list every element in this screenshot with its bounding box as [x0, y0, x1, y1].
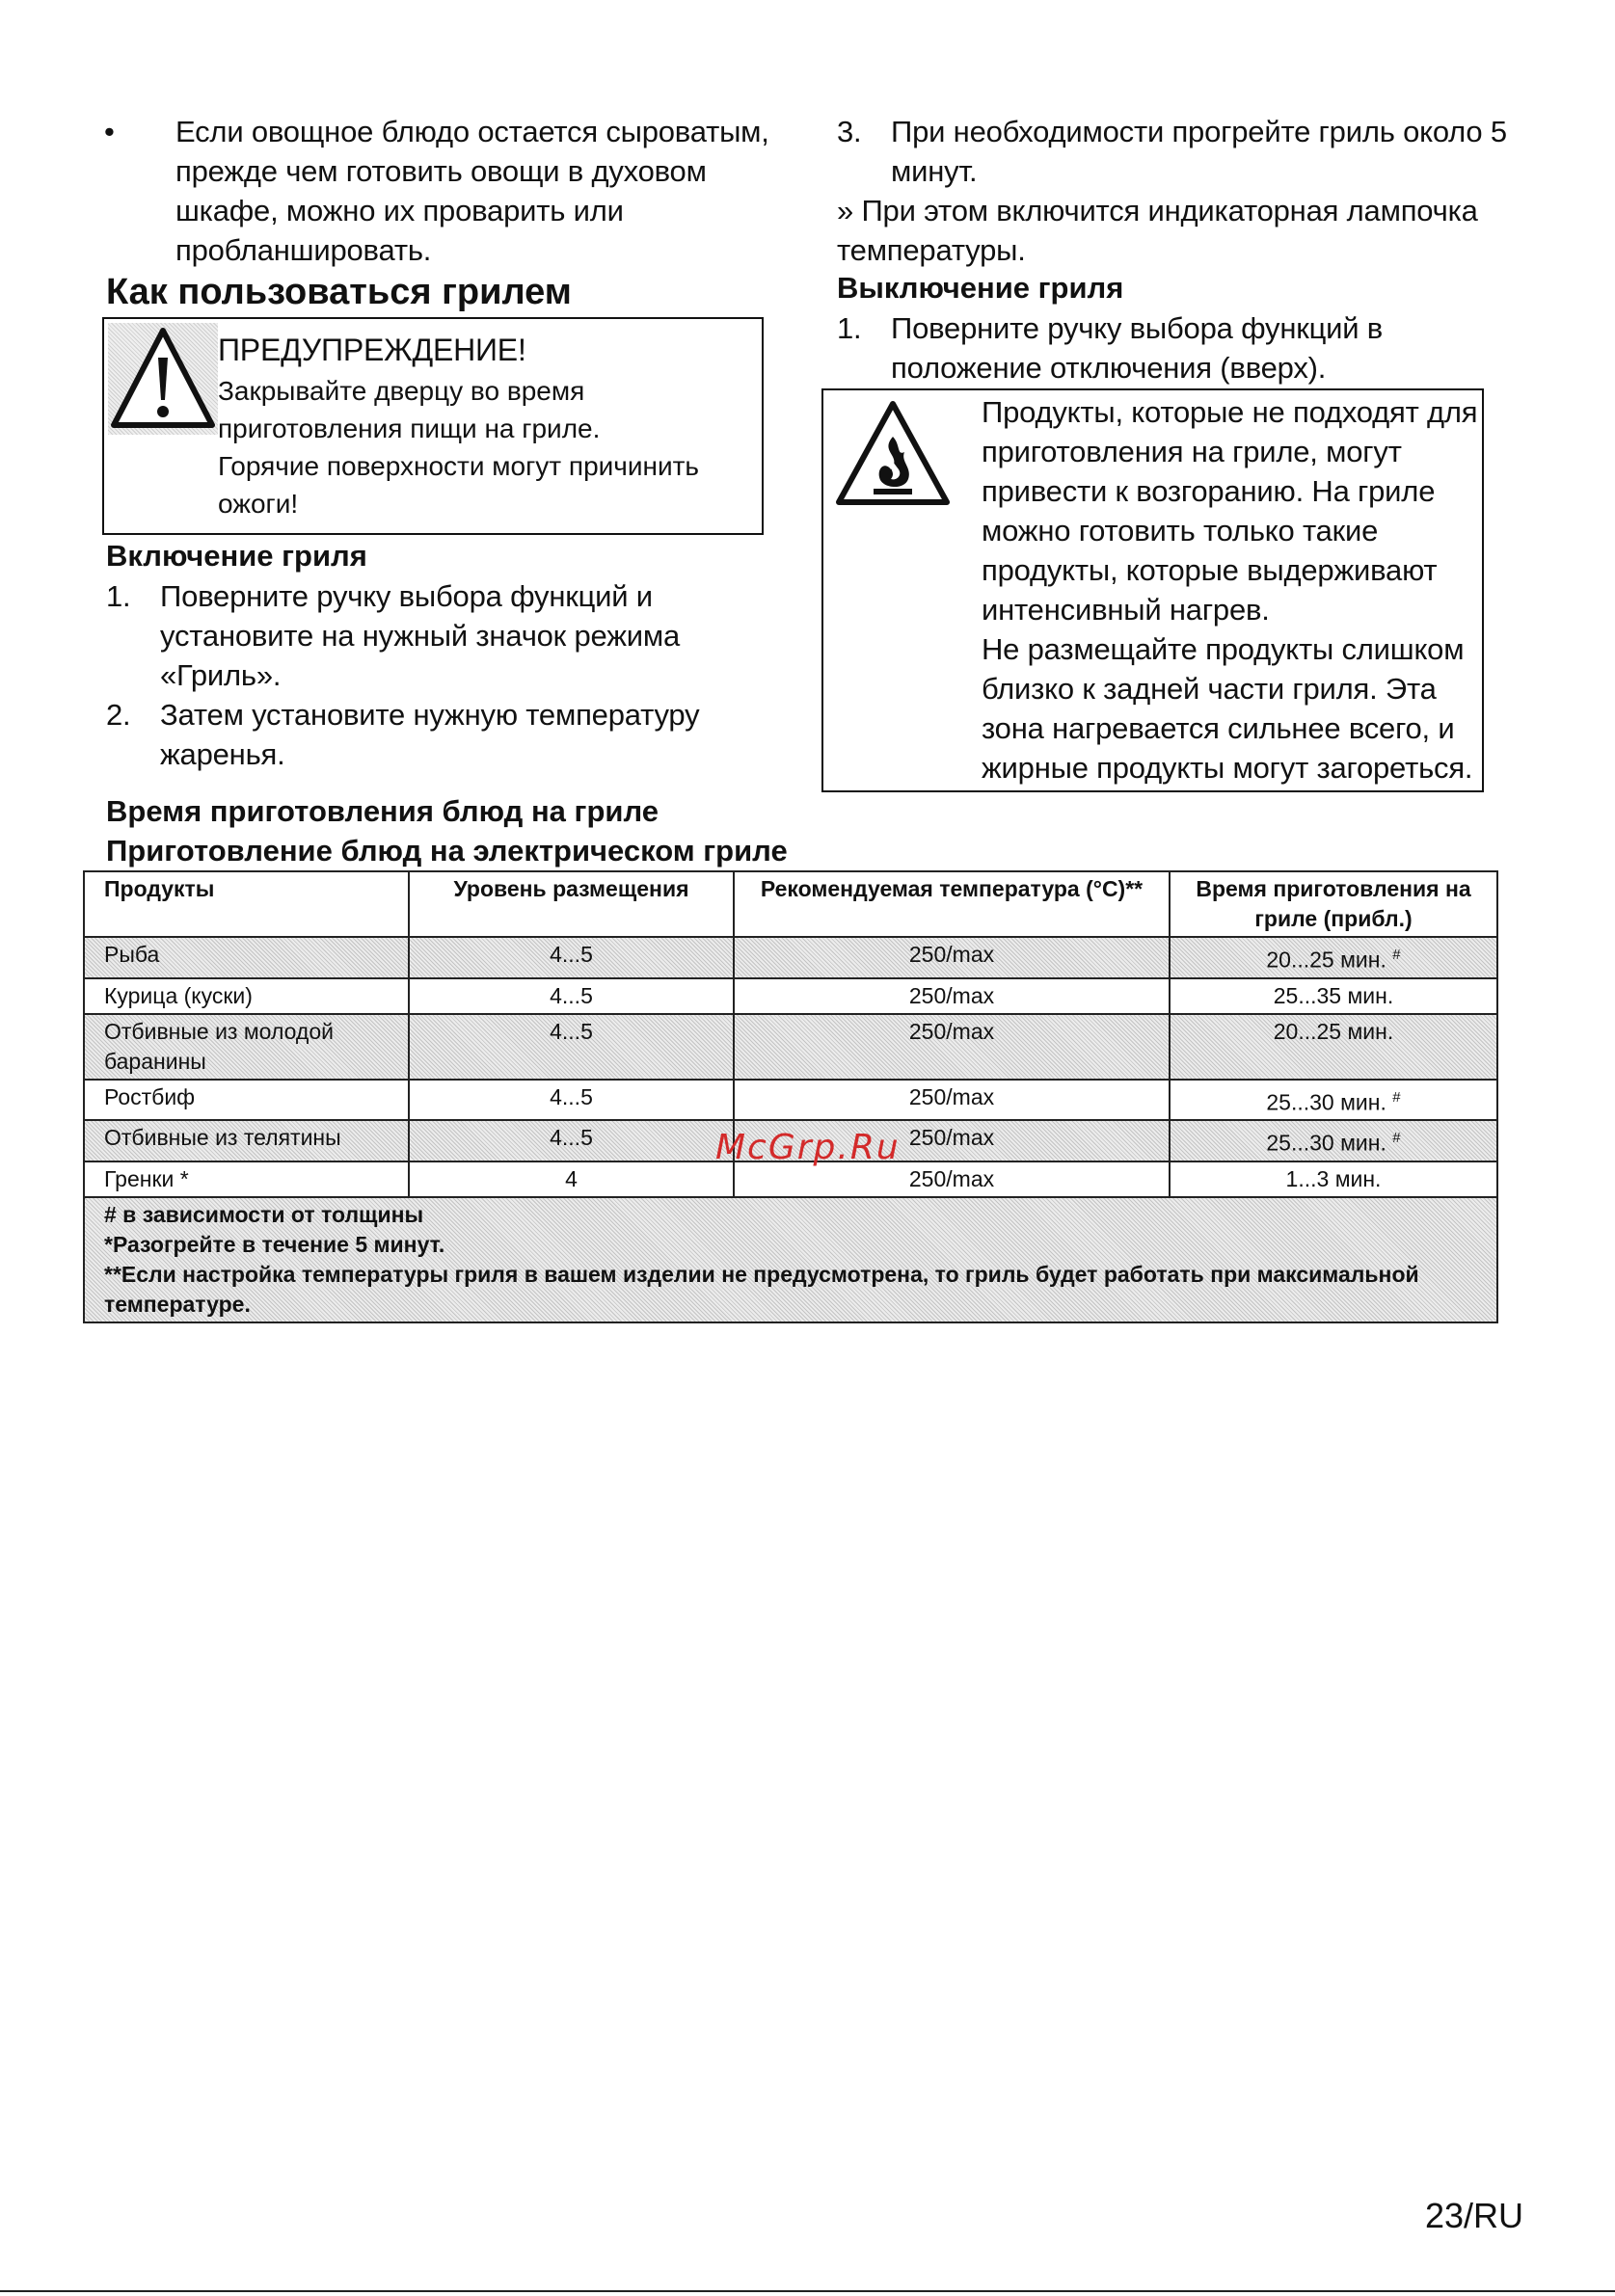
- header-level: Уровень размещения: [409, 871, 734, 937]
- step-line: Поверните ручку выбора функций в: [891, 311, 1384, 345]
- grill-table: [83, 870, 1498, 1323]
- fire-warning-line: Не размещайте продукты слишком: [982, 632, 1465, 666]
- table-row: [84, 1080, 1497, 1121]
- step-number: 3.: [837, 115, 862, 148]
- step-3: [837, 112, 1531, 191]
- fire-warning-line: жирные продукты могут загореться.: [982, 751, 1473, 785]
- switch-off-heading: Выключение гриля: [837, 271, 1124, 305]
- cooking-time-heading: Время приготовления блюд на гриле: [106, 794, 659, 828]
- fire-warning-line: зона нагревается сильнее всего, и: [982, 711, 1455, 745]
- warning-text: [218, 372, 699, 522]
- cell-product: Рыба: [84, 937, 409, 978]
- note-line: температуре.: [104, 1291, 251, 1317]
- cell-product: Ростбиф: [84, 1080, 409, 1121]
- step-line: минут.: [891, 154, 978, 188]
- fire-warning-line: интенсивный нагрев.: [982, 593, 1270, 627]
- step-line: При необходимости прогрейте гриль около 5: [891, 115, 1507, 148]
- bullet-line: пробланшировать.: [175, 233, 432, 267]
- warning-title: ПРЕДУПРЕЖДЕНИЕ!: [218, 333, 526, 367]
- warning-line: ожоги!: [218, 489, 299, 519]
- bullet-line: прежде чем готовить овощи в духовом: [175, 154, 707, 188]
- thickness-mark: #: [1392, 1088, 1401, 1106]
- fire-warning-box: [821, 388, 1484, 792]
- cell-time: [1170, 937, 1497, 978]
- step-line: Затем установите нужную температуру: [160, 698, 700, 732]
- step-number: 1.: [837, 311, 862, 345]
- cell-level: 4...5: [409, 1080, 734, 1121]
- table-row: [84, 937, 1497, 978]
- warning-line: приготовления пищи на гриле.: [218, 414, 601, 443]
- table-notes: [84, 1197, 1497, 1322]
- warning-box: [102, 317, 764, 535]
- time-value: 25...30 мин.: [1266, 1089, 1386, 1115]
- fire-warning-line: продукты, которые выдерживают: [982, 553, 1438, 587]
- step-line: жаренья.: [160, 737, 285, 771]
- fire-warning-icon: [833, 398, 953, 510]
- time-value: 20...25 мин.: [1273, 1018, 1394, 1044]
- fire-warning-line: приготовления на гриле, могут: [982, 435, 1402, 468]
- cell-temp: 250/max: [734, 1080, 1170, 1121]
- cell-level: 4...5: [409, 937, 734, 978]
- time-value: 1...3 мин.: [1285, 1165, 1382, 1191]
- cell-product: Гренки *: [84, 1161, 409, 1197]
- thickness-mark: #: [1392, 1130, 1401, 1147]
- cell-time: [1170, 1161, 1497, 1197]
- switch-on-steps: [106, 576, 781, 774]
- step-line: Поверните ручку выбора функций и: [160, 579, 653, 613]
- cell-level: 4...5: [409, 1014, 734, 1080]
- cell-time: [1170, 1014, 1497, 1080]
- cell-temp: 250/max: [734, 1120, 1170, 1161]
- time-value: 25...30 мин.: [1266, 1130, 1386, 1156]
- indicator-line: » При этом включится индикаторная лампочка: [837, 194, 1478, 227]
- fire-warning-line: можно готовить только такие: [982, 514, 1379, 547]
- cell-temp: 250/max: [734, 978, 1170, 1014]
- header-temperature: Рекомендуемая температура (°C)**: [734, 871, 1170, 937]
- cell-level: 4: [409, 1161, 734, 1197]
- switch-off-step: [837, 308, 1531, 387]
- note-line: # в зависимости от толщины: [104, 1201, 424, 1227]
- indicator-line: температуры.: [837, 233, 1026, 267]
- cell-product: Отбивные из телятины: [84, 1120, 409, 1161]
- note-line: **Если настройка температуры гриля в вашем изделии не предусмотрена, то гриль будет работать при максимальной: [104, 1261, 1419, 1287]
- step-number: 2.: [106, 698, 131, 732]
- cell-level: 4...5: [409, 978, 734, 1014]
- cell-temp: 250/max: [734, 937, 1170, 978]
- warning-line: Горячие поверхности могут причинить: [218, 451, 700, 481]
- bullet-item: [104, 112, 798, 270]
- header-products: Продукты: [84, 871, 409, 937]
- cell-product: Отбивные из молодой баранины: [84, 1014, 409, 1080]
- bullet-line: шкафе, можно их проварить или: [175, 194, 624, 227]
- table-header-row: [84, 871, 1497, 937]
- fire-warning-line: привести к возгоранию. На гриле: [982, 474, 1436, 508]
- fire-warning-line: Продукты, которые не подходят для: [982, 395, 1478, 429]
- fire-warning-line: близко к задней части гриля. Эта: [982, 672, 1437, 706]
- table-row: [84, 978, 1497, 1014]
- bullet-symbol: •: [104, 115, 115, 148]
- table-row: [84, 1014, 1497, 1080]
- warning-triangle-icon: [108, 325, 218, 431]
- page-number: 23/RU: [1425, 2196, 1524, 2235]
- watermark: McGrp.Ru: [715, 1128, 901, 1167]
- table-notes-row: [84, 1197, 1497, 1322]
- bullet-line: Если овощное блюдо остается сыроватым,: [175, 115, 769, 148]
- step-line: «Гриль».: [160, 658, 282, 692]
- step-line: положение отключения (вверх).: [891, 351, 1327, 385]
- step-line: установите на нужный значок режима: [160, 619, 680, 653]
- fire-warning-text: [982, 392, 1483, 788]
- warning-line: Закрывайте дверцу во время: [218, 376, 585, 406]
- note-line: *Разогрейте в течение 5 минут.: [104, 1231, 445, 1257]
- cell-product: Курица (куски): [84, 978, 409, 1014]
- indicator-note: [837, 191, 1531, 270]
- time-value: 25...35 мин.: [1273, 982, 1394, 1008]
- section-heading: Как пользоваться грилем: [106, 272, 572, 312]
- thickness-mark: #: [1392, 947, 1401, 963]
- step-item: [106, 576, 781, 695]
- cell-temp: 250/max: [734, 1161, 1170, 1197]
- cell-time: [1170, 1080, 1497, 1121]
- step-item: [106, 695, 781, 774]
- time-value: 20...25 мин.: [1266, 947, 1386, 973]
- electric-grill-heading: Приготовление блюд на электрическом гриле: [106, 834, 788, 868]
- header-time: Время приготовления на гриле (прибл.): [1170, 871, 1497, 937]
- cell-time: [1170, 978, 1497, 1014]
- switch-on-heading: Включение гриля: [106, 539, 367, 573]
- cell-temp: 250/max: [734, 1014, 1170, 1080]
- cell-level: 4...5: [409, 1120, 734, 1161]
- cell-time: [1170, 1120, 1497, 1161]
- step-number: 1.: [106, 579, 131, 613]
- bottom-rule: [0, 2290, 1615, 2292]
